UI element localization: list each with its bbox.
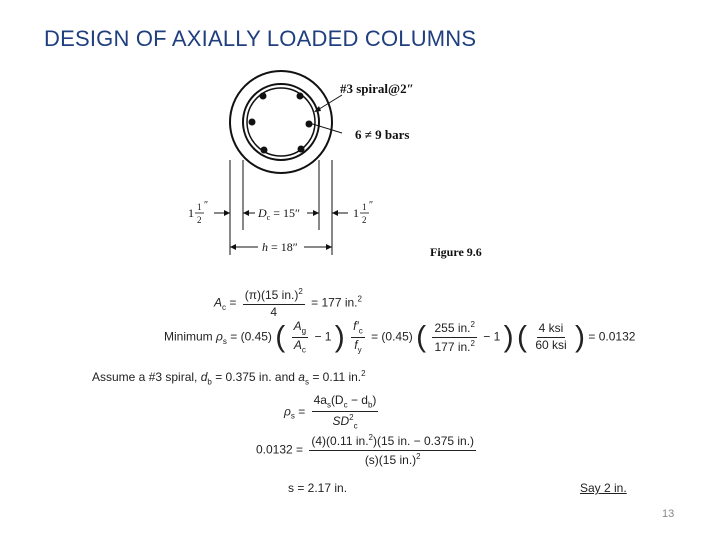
svg-text:1: 1 [362,202,367,212]
column-outer-circle [230,71,332,173]
bars-leader [306,122,342,133]
page-number: 13 [662,508,675,520]
cover-right-arrowhead [332,210,338,216]
cover-left-label [188,200,208,225]
core-dim-arrowhead-right [313,210,319,216]
spiral-ratio-formula: $\rho_s$ = $\frac{4a_s(D_c - d_b)}{SD^2_c}$ [284,393,377,430]
svg-text:″: ″ [204,200,209,211]
outer-dim-label: h = 18″ [262,240,298,254]
spiral-label: #3 spiral@2″ [340,81,414,96]
svg-text:1: 1 [353,206,359,220]
svg-text:2: 2 [362,215,367,225]
svg-text:1: 1 [197,202,202,212]
svg-text:2: 2 [197,215,202,225]
core-dim-label: $D_c = 15''$ [258,206,300,222]
rebar-3 [249,119,256,126]
cover-left-arrowhead [224,210,230,216]
rebar-5 [261,147,268,154]
outer-dim-arrowhead-right [326,244,332,250]
svg-text:″: ″ [369,200,374,211]
pitch-result: s = 2.17 in. [288,481,348,495]
core-dim-arrowhead-left [243,210,249,216]
assume-spiral-line: Assume a #3 spiral, $d_b = 0.375$ in. and $a_s = 0.11$ in.$^2$ [92,369,366,387]
figure-caption: Figure 9.6 [430,245,482,259]
substituted-equation: 0.0132 = $\frac{(4)(0.11 in.^2)(15 in. - 0.375 in.)}{(s)(15 in.)^2}$ [256,433,475,467]
svg-text:1: 1 [188,206,194,220]
rebar-1 [260,93,267,100]
rebar-6 [298,146,305,153]
rebar-2 [297,93,304,100]
say-result: Say 2 in. [580,481,627,495]
bars-label: 6 ≠ 9 bars [355,127,410,142]
spiral-inner-ring [247,88,315,156]
outer-dim-arrowhead-left [230,244,236,250]
min-spiral-ratio-equation: Minimum $\rho_s = (0.45)$ ( $\frac{A_g}{A_c}$ − 1 ) $\frac{f'_c}{f_y}$ = (0.45) ( $\frac{255 in.^2}{177 in.^2}$ − 1 ) ( $\frac{\text{4 ksi}}{\text{60 ksi}}$ ) = 0.0132 [164,319,636,355]
slide-title: DESIGN OF AXIALLY LOADED COLUMNS [44,26,477,51]
area-core-equation: $A_c$ = $\frac{(\pi)(15 in.)^2}{4}$ = 177 in.$^2$ [214,287,362,319]
cover-right-label [353,200,373,225]
